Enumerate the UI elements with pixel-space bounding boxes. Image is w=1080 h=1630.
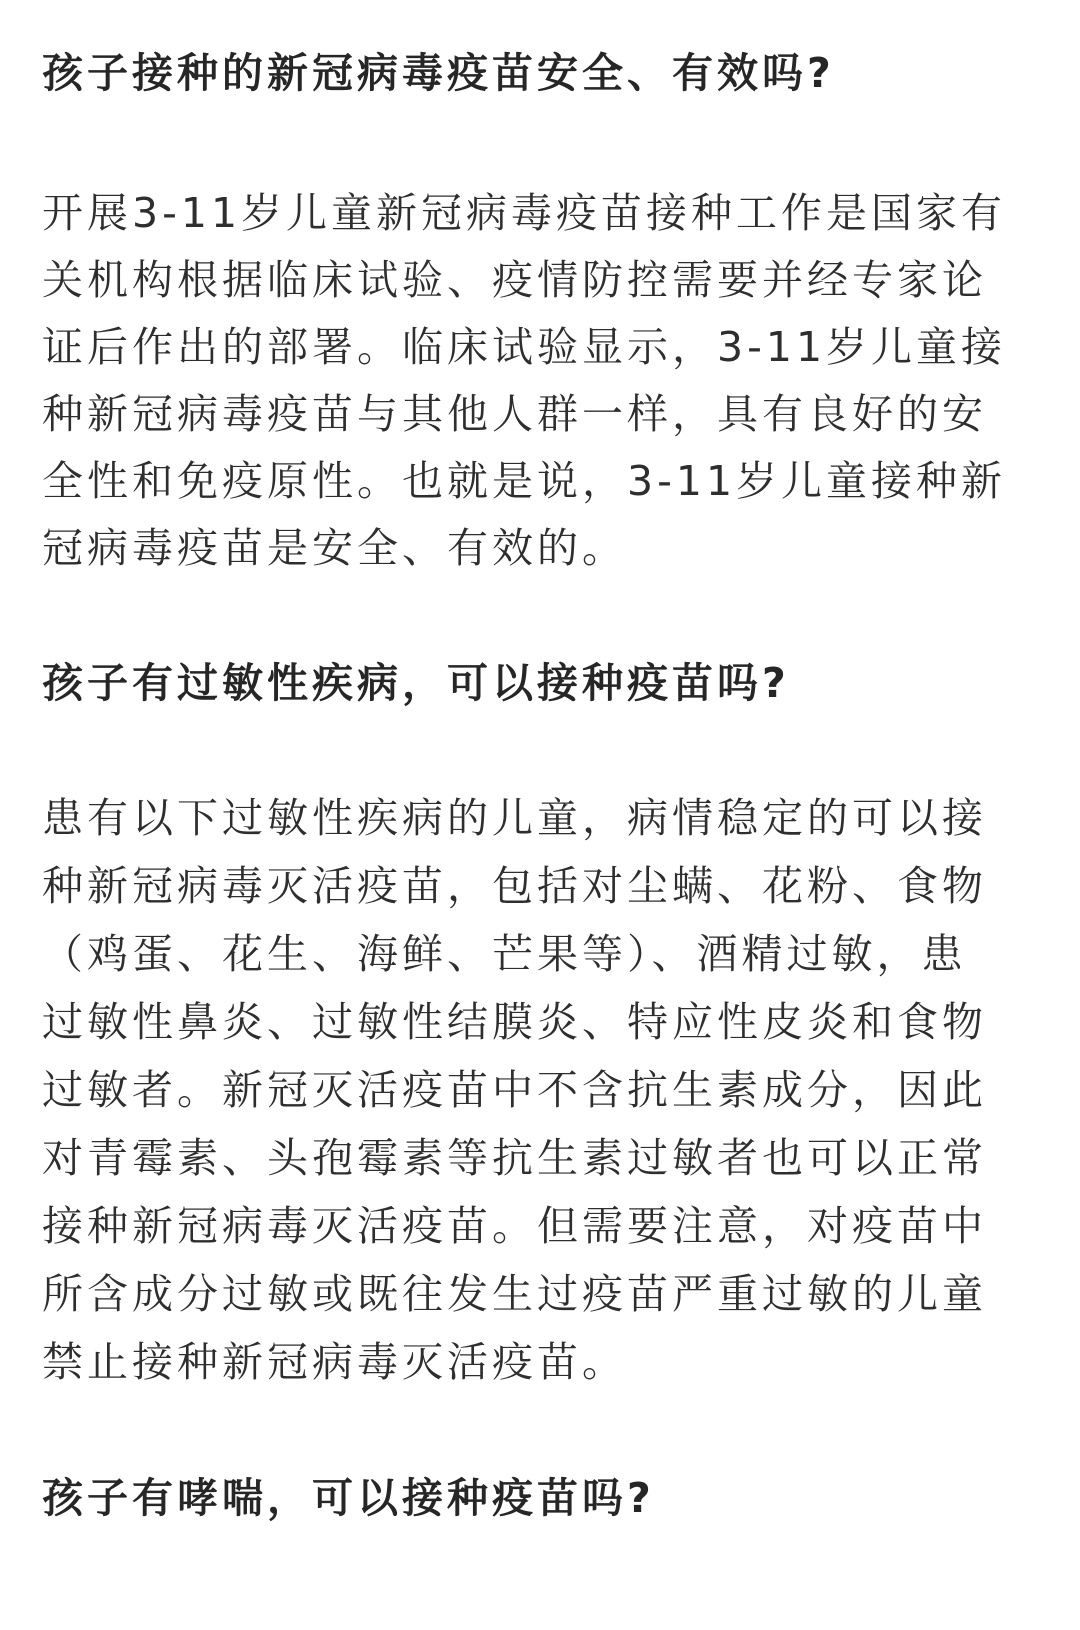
paragraph-line: 种新冠病毒疫苗与其他人群一样，具有良好的安 (42, 390, 987, 438)
paragraph-line: 禁止接种新冠病毒灭活疫苗。 (42, 1338, 627, 1386)
question-heading-vaccine-safety: 孩子接种的新冠病毒疫苗安全、有效吗? (42, 49, 835, 97)
paragraph-line: 关机构根据临床试验、疫情防控需要并经专家论 (42, 256, 987, 304)
question-heading-asthma: 孩子有哮喘，可以接种疫苗吗? (42, 1474, 655, 1522)
paragraph-line: 证后作出的部署。临床试验显示，3-11岁儿童接 (42, 323, 1007, 371)
paragraph-line: 全性和免疫原性。也就是说，3-11岁儿童接种新 (42, 457, 1007, 505)
paragraph-line: （鸡蛋、花生、海鲜、芒果等）、酒精过敏，患 (42, 930, 967, 978)
paragraph-line: 对青霉素、头孢霉素等抗生素过敏者也可以正常 (42, 1134, 987, 1182)
answer-paragraph-allergy (42, 785, 1042, 1397)
paragraph-line: 所含成分过敏或既往发生过疫苗严重过敏的儿童 (42, 1270, 987, 1318)
answer-paragraph-vaccine-safety (42, 180, 1042, 582)
paragraph-line: 种新冠病毒灭活疫苗，包括对尘螨、花粉、食物 (42, 862, 987, 910)
paragraph-line: 过敏者。新冠灭活疫苗中不含抗生素成分，因此 (42, 1066, 987, 1114)
paragraph-line: 过敏性鼻炎、过敏性结膜炎、特应性皮炎和食物 (42, 998, 987, 1046)
paragraph-line: 接种新冠病毒灭活疫苗。但需要注意，对疫苗中 (42, 1202, 987, 1250)
question-heading-allergy: 孩子有过敏性疾病，可以接种疫苗吗? (42, 659, 790, 707)
paragraph-line: 冠病毒疫苗是安全、有效的。 (42, 524, 627, 572)
paragraph-line: 开展3-11岁儿童新冠病毒疫苗接种工作是国家有 (42, 189, 1007, 237)
paragraph-line: 患有以下过敏性疾病的儿童，病情稳定的可以接 (42, 794, 987, 842)
